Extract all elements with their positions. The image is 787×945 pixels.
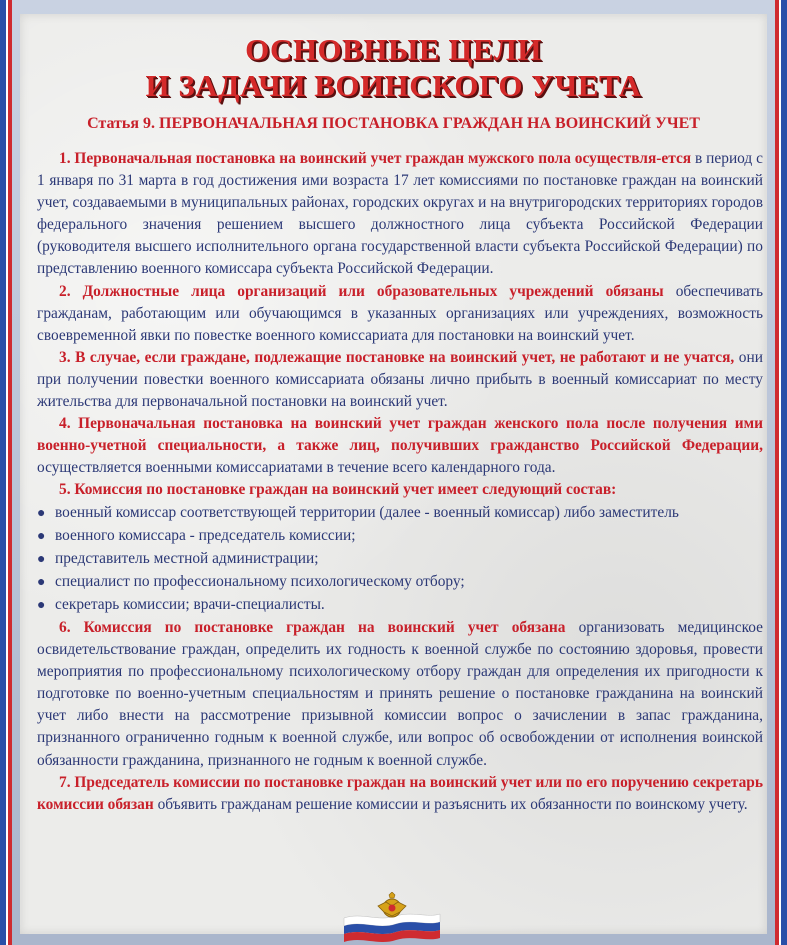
paragraph-4 bbox=[37, 413, 763, 479]
page-title bbox=[20, 14, 767, 104]
paragraph-2 bbox=[37, 281, 763, 347]
paragraph-6 bbox=[37, 617, 763, 772]
list-item-text: секретарь комиссии; врачи-специалисты. bbox=[55, 595, 325, 613]
paragraph-1 bbox=[37, 148, 763, 281]
title-line-2: И ЗАДАЧИ ВОИНСКОГО УЧЕТА bbox=[145, 68, 642, 103]
list-item-text: специалист по профессиональному психологическому отбору; bbox=[55, 572, 465, 590]
list-item bbox=[37, 571, 763, 594]
bullet-icon: ● bbox=[37, 574, 46, 590]
paragraph-7 bbox=[37, 772, 763, 816]
list-item bbox=[37, 502, 763, 525]
paragraph-6-lead: 6. Комиссия по постановке граждан на воинский учет обязана bbox=[59, 618, 566, 636]
bullet-icon: ● bbox=[37, 528, 46, 544]
paragraph-5 bbox=[37, 479, 763, 501]
flag-stripe-left bbox=[0, 0, 12, 945]
paragraph-7-lead: 7. Председатель комиссии по постановке граждан на воинский учет или по его поручению секретарь комиссии обязан bbox=[37, 773, 763, 813]
paragraph-4-text: осуществляется военными комиссариатами в течение всего календарного года. bbox=[37, 459, 556, 477]
list-item-text: военный комиссар соответствующей территории (далее - военный комиссар) либо заместитель bbox=[55, 503, 679, 521]
bullet-icon: ● bbox=[37, 597, 46, 613]
paragraph-2-text: обеспечивать гражданам, работающим или обучающимся в указанных организациях или учреждениях, возможность своевременной явки по повестке военного комиссариата для постановки на воинский учет. bbox=[37, 282, 763, 344]
paragraph-1-lead: 1. Первоначальная постановка на воинский учет граждан мужского пола осуществля-ется bbox=[59, 150, 692, 167]
paragraph-7-text: объявить гражданам решение комиссии и разъяснить их обязанности по воинскому учету. bbox=[153, 795, 748, 813]
paragraph-3 bbox=[37, 347, 763, 413]
list-item-text: представитель местной администрации; bbox=[55, 549, 319, 567]
paragraph-6-text: организовать медицинское освидетельствование граждан, определить их годность к военной службе по состоянию здоровья, провести мероприятия по профессиональному психологическому отбору граждан для определения их пригодности к подготовке по военно-учетным специальностям и принять решение о постановке гражданина на воинский учет либо внести на рассмотрение призывной комиссии вопрос о зачислении в запас гражданина, признанного ограниченно годным к военной службе, или вопрос об освобождении от исполнения воинской обязанности гражданина, признанного не годным к военной службе. bbox=[37, 618, 764, 769]
flag-stripe-right bbox=[775, 0, 787, 945]
paragraph-2-lead: 2. Должностные лица организаций или образовательных учреждений обязаны bbox=[59, 282, 664, 300]
article-subtitle: Статья 9. ПЕРВОНАЧАЛЬНАЯ ПОСТАНОВКА ГРАЖДАН НА ВОИНСКИЙ УЧЕТ bbox=[87, 115, 700, 132]
list-item bbox=[37, 525, 763, 548]
bullet-icon: ● bbox=[37, 505, 46, 521]
list-item-text: военного комиссара - председатель комиссии; bbox=[55, 526, 356, 544]
bullet-icon: ● bbox=[37, 551, 46, 567]
paragraph-4-lead: 4. Первоначальная постановка на воинский учет граждан женского пола после получения ими военно-учетной специальности, а также лиц, получивших гражданство Российской Федерации, bbox=[37, 415, 763, 455]
list-item bbox=[37, 594, 763, 617]
paragraph-3-lead: 3. В случае, если граждане, подлежащие постановке на воинский учет, не работают и не учатся, bbox=[59, 348, 735, 366]
article-body bbox=[37, 148, 763, 816]
paragraph-5-lead: 5. Комиссия по постановке граждан на воинский учет имеет следующий состав: bbox=[59, 481, 617, 499]
paragraph-1-text: в период с 1 января по 31 марта в год достижения ими возраста 17 лет комиссиями по постановке граждан на воинский учет, создаваемыми в муниципальных районах, городских округах и на внутригородских территориях городов федерального значения решением высшего должностного лица субъекта Российской Федерации (руководителя высшего исполнительного органа государственной власти субъекта Российской Федерации) по представлению военного комиссара субъекта Российской Федерации. bbox=[37, 150, 763, 278]
paragraph-3-text: они при получении повестки военного комиссариата обязаны лично прибыть в военный комиссариат по месту жительства для первоначальной постановки на воинский учет. bbox=[37, 348, 763, 411]
poster-panel bbox=[20, 14, 767, 934]
army-emblem-icon bbox=[342, 892, 442, 942]
commission-members-list bbox=[37, 502, 763, 617]
title-line-1: ОСНОВНЫЕ ЦЕЛИ bbox=[245, 32, 542, 67]
list-item bbox=[37, 548, 763, 571]
